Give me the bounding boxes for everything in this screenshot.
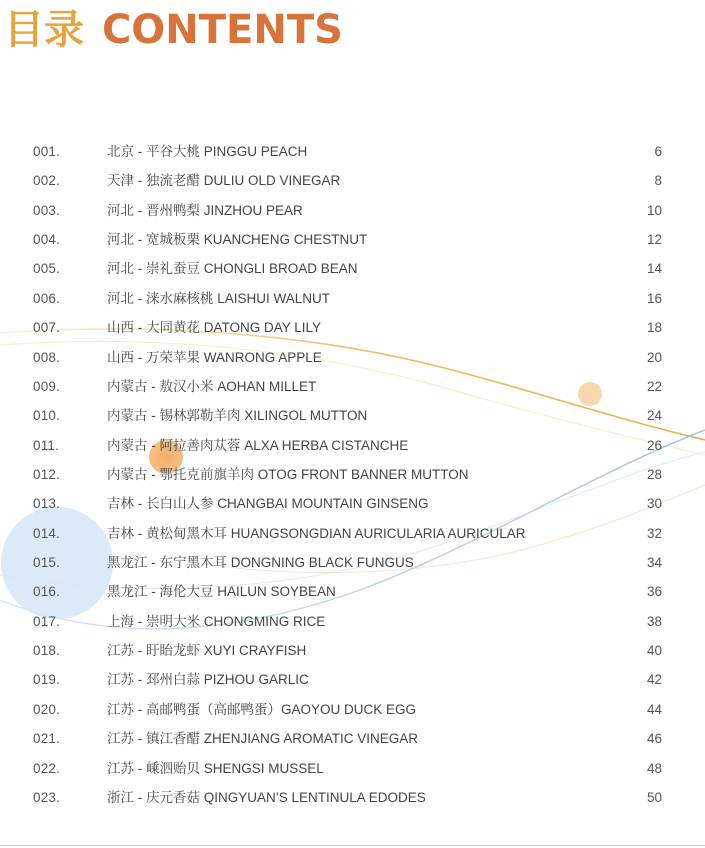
toc-entry-title: 河北 - 宽城板栗 KUANCHENG CHESTNUT [107, 232, 368, 248]
toc-entry[interactable] [0, 254, 705, 283]
toc-entry-page-number: 16 [646, 290, 662, 306]
toc-entry[interactable] [0, 519, 705, 548]
toc-entry-number: 010. [33, 408, 61, 424]
toc-entry-page-number: 8 [654, 173, 662, 189]
toc-entry-number: 002. [33, 173, 61, 189]
toc-entry-title: 江苏 - 镇江香醋 ZHENJIANG AROMATIC VINEGAR [107, 731, 419, 747]
toc-entry-page-number: 6 [654, 144, 662, 159]
toc-entry-number: 018. [33, 643, 61, 659]
toc-entry-title: 河北 - 涞水麻核桃 LAISHUI WALNUT [107, 290, 331, 306]
toc-entry-title: 内蒙古 - 锡林郭勒羊肉 XILINGOL MUTTON [107, 408, 368, 424]
toc-entry-title: 江苏 - 邳州白蒜 PIZHOU GARLIC [107, 672, 309, 688]
toc-entry-title: 江苏 - 高邮鸭蛋（高邮鸭蛋）GAOYOU DUCK EGG [107, 701, 417, 717]
page-title [4, 6, 343, 54]
toc-entry-title: 天津 - 独流老醋 DULIU OLD VINEGAR [107, 173, 341, 189]
toc-entry-number: 017. [33, 613, 61, 629]
toc-entry-number: 006. [33, 290, 61, 306]
toc-entry[interactable] [0, 401, 705, 430]
toc-entry[interactable] [0, 695, 705, 724]
toc-entry[interactable] [0, 460, 705, 489]
toc-entry[interactable] [0, 225, 705, 254]
toc-entry[interactable] [0, 137, 705, 166]
toc-entry-page-number: 26 [646, 437, 662, 453]
toc-entry-title: 山西 - 万荣苹果 WANRONG APPLE [107, 349, 322, 365]
toc-entry[interactable] [0, 577, 705, 606]
toc-entry-title: 河北 - 崇礼蚕豆 CHONGLI BROAD BEAN [107, 261, 358, 277]
toc-entry-page-number: 42 [646, 672, 662, 688]
toc-entry[interactable] [0, 665, 705, 694]
toc-entry-number: 016. [33, 584, 61, 600]
toc-entry[interactable] [0, 343, 705, 372]
toc-entry[interactable] [0, 607, 705, 636]
toc-entry-number: 023. [33, 789, 61, 805]
toc-entry-title: 山西 - 大同黄花 DATONG DAY LILY [107, 320, 322, 336]
toc-entry-title: 北京 - 平谷大桃 PINGGU PEACH [107, 144, 308, 159]
toc-entry-number: 001. [33, 144, 61, 159]
title-english: CONTENTS [101, 7, 343, 53]
toc-entry[interactable] [0, 783, 705, 812]
toc-entry-title: 吉林 - 长白山人参 CHANGBAI MOUNTAIN GINSENG [107, 496, 429, 512]
toc-entry[interactable] [0, 166, 705, 195]
toc-entry-title: 黑龙江 - 东宁黑木耳 DONGNING BLACK FUNGUS [107, 555, 414, 571]
toc-entry-page-number: 18 [646, 320, 662, 336]
table-of-contents [0, 137, 705, 812]
toc-entry-page-number: 22 [646, 378, 662, 394]
toc-entry-page-number: 14 [646, 261, 662, 277]
bottom-divider [0, 845, 705, 846]
toc-entry[interactable] [0, 636, 705, 665]
toc-entry-title: 内蒙古 - 敖汉小米 AOHAN MILLET [107, 378, 317, 394]
toc-entry-title: 上海 - 崇明大米 CHONGMING RICE [107, 613, 326, 629]
title-chinese: 目录 [4, 7, 84, 53]
toc-entry-number: 004. [33, 232, 61, 248]
toc-entry-page-number: 12 [646, 232, 662, 248]
toc-entry-page-number: 48 [646, 760, 662, 776]
toc-entry[interactable] [0, 284, 705, 313]
toc-entry-number: 019. [33, 672, 61, 688]
toc-entry-page-number: 32 [646, 525, 662, 541]
toc-entry-number: 022. [33, 760, 61, 776]
toc-entry-number: 003. [33, 202, 61, 218]
toc-entry-title: 黑龙江 - 海伦大豆 HAILUN SOYBEAN [107, 584, 336, 600]
toc-entry-page-number: 46 [646, 731, 662, 747]
toc-entry-title: 吉林 - 黄松甸黑木耳 HUANGSONGDIAN AURICULARIA AURICULAR [107, 525, 526, 541]
toc-entry-number: 014. [33, 525, 61, 541]
toc-entry-page-number: 30 [646, 496, 662, 512]
toc-entry[interactable] [0, 431, 705, 460]
toc-entry-number: 013. [33, 496, 61, 512]
toc-entry[interactable] [0, 754, 705, 783]
toc-entry-number: 007. [33, 320, 61, 336]
toc-entry-page-number: 44 [646, 701, 662, 717]
toc-entry-number: 020. [33, 701, 61, 717]
toc-entry[interactable] [0, 548, 705, 577]
toc-entry-title: 河北 - 晋州鸭梨 JINZHOU PEAR [107, 202, 303, 218]
toc-entry-number: 012. [33, 466, 61, 482]
toc-entry-number: 008. [33, 349, 61, 365]
toc-entry[interactable] [0, 313, 705, 342]
toc-entry[interactable] [0, 196, 705, 225]
toc-entry-page-number: 20 [646, 349, 662, 365]
toc-entry-title: 江苏 - 嵊泗贻贝 SHENGSI MUSSEL [107, 760, 324, 776]
toc-entry[interactable] [0, 724, 705, 753]
toc-entry-page-number: 24 [646, 408, 662, 424]
toc-entry-number: 021. [33, 731, 61, 747]
toc-entry-title: 内蒙古 - 阿拉善肉苁蓉 ALXA HERBA CISTANCHE [107, 437, 409, 453]
toc-entry-title: 江苏 - 盱眙龙虾 XUYI CRAYFISH [107, 643, 307, 659]
toc-entry-page-number: 40 [646, 643, 662, 659]
toc-entry-number: 011. [33, 437, 60, 453]
toc-entry-page-number: 50 [646, 789, 662, 805]
toc-entry-title: 内蒙古 - 鄂托克前旗羊肉 OTOG FRONT BANNER MUTTON [107, 466, 469, 482]
toc-entry-page-number: 38 [646, 613, 662, 629]
toc-entry-page-number: 10 [646, 202, 662, 218]
toc-entry[interactable] [0, 489, 705, 518]
toc-entry[interactable] [0, 372, 705, 401]
toc-entry-number: 009. [33, 378, 61, 394]
toc-entry-number: 005. [33, 261, 61, 277]
toc-entry-page-number: 34 [646, 555, 662, 571]
toc-entry-page-number: 28 [646, 466, 662, 482]
toc-entry-title: 浙江 - 庆元香菇 QINGYUAN’S LENTINULA EDODES [107, 789, 426, 805]
toc-entry-page-number: 36 [646, 584, 662, 600]
toc-entry-number: 015. [33, 555, 61, 571]
